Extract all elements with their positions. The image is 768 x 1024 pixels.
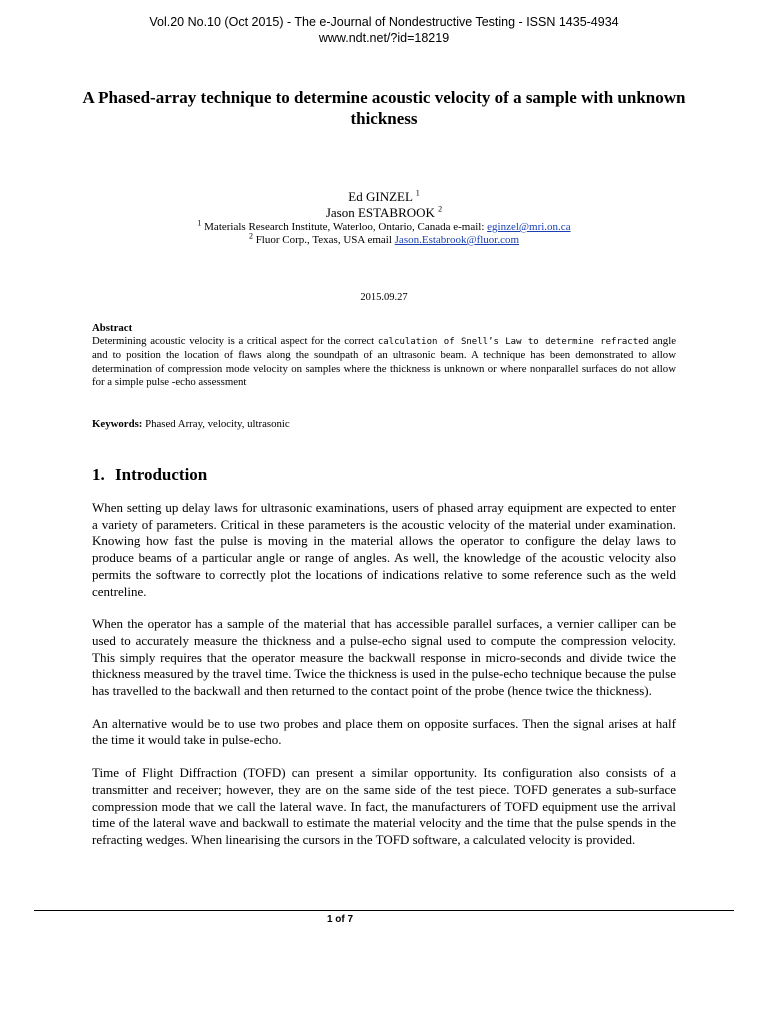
abstract-heading: Abstract	[92, 322, 133, 334]
body-text	[92, 500, 676, 865]
paragraph: Time of Flight Diffraction (TOFD) can present a similar opportunity. Its configuration also consists of a transmitter and receiver; however, they are on the same side of the test piece. TOFD generates a sub-surface compression mode that we call the lateral wave. In fact, the manufacturers of TOFD equipment use the arrival time of the lateral wave and backwall to estimate the material velocity and the time that the pulse spends in the refracting wedges. When linearising the cursors in the TOFD software, a calculated velocity is provided.	[92, 765, 676, 847]
section-title: Introduction	[115, 465, 208, 484]
affiliation-2	[0, 231, 768, 247]
paragraph: When the operator has a sample of the material that has accessible parallel surfaces, a vernier calliper can be used to accurately measure the thickness and a pulse-echo signal used to compute the compression velocity. This simply requires that the operator measure the backwall response in micro-seconds and divide twice the thickness measured by the travel time. Twice the thickness is used in the pulse-echo technique because the pulse has travelled to the backwall and then returned to the contact point of the probe (hence twice the thickness).	[92, 616, 676, 699]
email-link[interactable]: eginzel@mri.on.ca	[487, 221, 571, 233]
footer-divider	[34, 910, 734, 911]
publication-date: 2015.09.27	[360, 292, 408, 303]
abstract	[92, 322, 676, 389]
author-block	[0, 189, 768, 247]
author-affiliation-mark: 1	[415, 188, 420, 198]
section-number: 1.	[92, 465, 105, 484]
affiliation-1	[0, 218, 768, 234]
keywords-text: Phased Array, velocity, ultrasonic	[145, 418, 290, 430]
keywords	[92, 418, 676, 430]
abstract-text-alt-font: calculation of Snell’s Law to determine refracted	[377, 337, 649, 348]
affiliation-text: Fluor Corp., Texas, USA email	[255, 234, 392, 246]
abstract-text-start: Determining acoustic velocity is a critical aspect for the correct	[92, 335, 375, 348]
email-link[interactable]: Jason.Estabrook@fluor.com	[394, 234, 520, 246]
affiliation-mark: 1	[197, 218, 202, 228]
journal-header	[0, 14, 768, 46]
journal-citation: Vol.20 No.10 (Oct 2015) - The e-Journal of Nondestructive Testing - ISSN 1435-4934	[149, 15, 619, 29]
keywords-label: Keywords:	[92, 418, 143, 430]
author-affiliation-mark: 2	[438, 204, 443, 214]
affiliation-text: Materials Research Institute, Waterloo, Ontario, Canada e-mail:	[204, 221, 485, 233]
abstract-text-rest: angle and to position the location of flaws along the soundpath of an ultrasonic beam. A technique has been demonstrated to allow determination of compression mode velocity on samples where the thickness is unknown or where nonparallel surfaces do not allow for a simple pulse -echo assessment	[92, 335, 676, 388]
paragraph: When setting up delay laws for ultrasonic examinations, users of phased array equipment are expected to enter a variety of parameters. Critical in these parameters is the acoustic velocity of the material under examination. Knowing how fast the pulse is moving in the material allows the operator to configure the delay laws to produce beams of a particular angle or range of angles. As well, the knowledge of the acoustic velocity also permits the software to correctly plot the locations of indications relative to some reference such as the weld centreline.	[92, 500, 676, 599]
author-name: Jason ESTABROOK	[325, 205, 435, 220]
author-1	[0, 189, 768, 205]
author-name: Ed GINZEL	[348, 189, 413, 204]
section-heading	[92, 465, 207, 485]
journal-url: www.ndt.net/?id=18219	[318, 31, 450, 45]
page-number: 1 of 7	[326, 914, 354, 925]
affiliation-mark: 2	[248, 231, 253, 241]
author-2	[0, 205, 768, 221]
paragraph: An alternative would be to use two probes and place them on opposite surfaces. Then the signal arises at half the time it would take in pulse-echo.	[92, 715, 676, 748]
paper-title: A Phased-array technique to determine acoustic velocity of a sample with unknown thickness	[82, 88, 686, 128]
